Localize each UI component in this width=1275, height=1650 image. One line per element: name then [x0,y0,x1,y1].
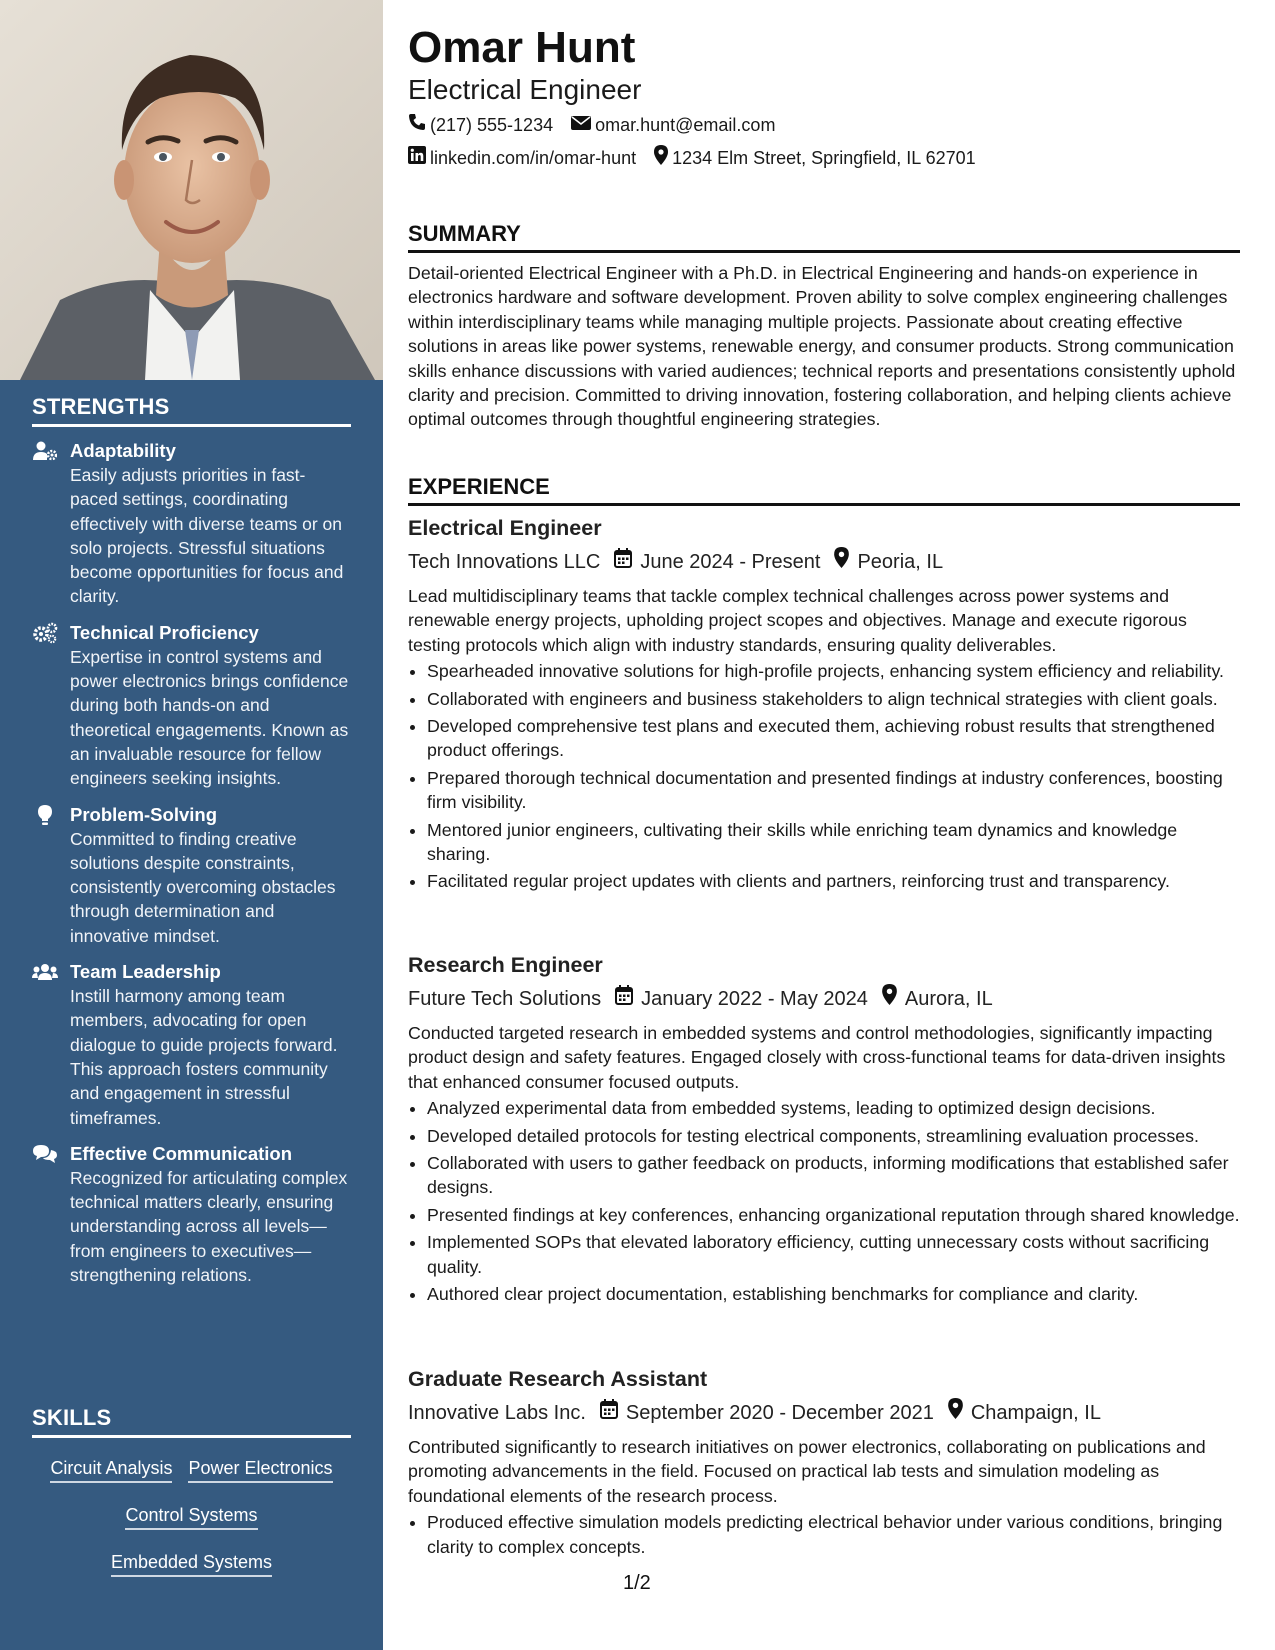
gears-icon [32,622,58,644]
job-location: Peoria, IL [857,550,944,573]
phone-icon [408,113,430,137]
address-item [654,145,976,171]
comments-icon [32,1143,58,1165]
location-item [948,1398,1101,1427]
bullet-item: • Developed detailed protocols for testing electrical components, streamlining evaluation processes. [427,1124,1240,1148]
job-role: Graduate Research Assistant [408,1367,708,1391]
phone-item [408,113,553,137]
job-location: Champaign, IL [970,1401,1101,1424]
bullet-item: • Mentored junior engineers, cultivating their skills while enriching team dynamics and knowledge sharing. [427,818,1240,867]
job-role: Research Engineer [408,953,603,977]
bullet-item: • Implemented SOPs that elevated laboratory efficiency, cutting unnecessary costs without sacrificing quality. [427,1230,1240,1279]
bullet-item: • Collaborated with engineers and business stakeholders to align technical strategies with client goals. [427,687,1240,711]
envelope-icon [571,113,595,137]
bullet-item: • Presented findings at key conferences, enhancing organizational reputation through shared knowledge. [427,1203,1240,1227]
sidebar [0,0,383,1650]
address-text: 1234 Elm Street, Springfield, IL 62701 [672,148,976,168]
job-meta [408,984,1240,1013]
strength-description: Instill harmony among team members, advocating for open dialogue to guide projects forward. This approach fosters community and engagement in stressful timeframes. [70,986,338,1128]
linkedin-icon [408,146,430,170]
strength-title: Effective Communication [70,1142,293,1164]
bullet-item: • Developed comprehensive test plans and executed them, achieving robust results that strengthened product offerings. [427,714,1240,763]
profile-photo [0,0,383,380]
phone-number: (217) 555-1234 [430,115,554,135]
experience-entry [408,951,1240,1309]
map-pin-icon [654,145,672,171]
calendar-icon [615,985,641,1013]
linkedin-item[interactable] [408,146,636,170]
skills-list [32,1450,351,1591]
company-name: Future Tech Solutions [408,987,602,1010]
job-meta [408,547,1240,576]
job-meta [408,1398,1240,1427]
bullet-item: • Facilitated regular project updates with clients and partners, reinforcing trust and transparency. [427,869,1240,893]
bullet-item: • Analyzed experimental data from embedded systems, leading to optimized design decisions. [427,1096,1240,1120]
job-dates: June 2024 - Present [640,550,821,573]
job-description: Lead multidisciplinary teams that tackle complex technical challenges across power systems and renewable energy projects, upholding project scopes and objectives. Manage and execute rigorous testing protocols which align with industry standards, ensuring quality deliverables. [408,586,1187,655]
strength-item [32,803,351,948]
bullet-item: • Spearheaded innovative solutions for high-profile projects, enhancing system efficiency and reliability. [427,659,1240,683]
company-name: Innovative Labs Inc. [408,1401,586,1424]
job-title-header: Electrical Engineer [408,74,642,105]
candidate-name: Omar Hunt [408,23,636,72]
strength-title: Adaptability [70,440,176,461]
bullet-item: • Authored clear project documentation, establishing benchmarks for compliance and clarity. [427,1282,1240,1306]
job-description: Conducted targeted research in embedded systems and control methodologies, significantly impacting product design and safety features. Engaged closely with cross-functional teams for data-driven insights that enhanced consumer focused outputs. [408,1023,1226,1092]
bullet-item: • Collaborated with users to gather feedback on products, informing modifications that established safer designs. [427,1151,1240,1200]
dates-item [614,548,820,576]
dates-item [615,985,868,1013]
strength-description: Expertise in control systems and power electronics brings confidence during both hands-on and theoretical engagements. Known as an invaluable resource for fellow engineers seeking insights. [70,646,349,789]
strength-item [32,439,351,609]
summary-text: Detail-oriented Electrical Engineer with a Ph.D. in Electrical Engineering and hands-on experience in electronics hardware and software development. Proven ability to solve complex engineering challenges within interdisciplinary teams while managing multiple projects. Passionate about creating effective solutions in areas like power systems, renewable energy, and consumer products. Strong communication skills enhance discussions with varied audiences; technical reports and presentations consistently uphold clarity and precision. Committed to driving innovation, fostering collaboration, and helping clients achieve optimal outcomes through thoughtful engineering strategies. [408,263,1236,430]
skill-tag: Control Systems [125,1504,257,1530]
experience-heading: EXPERIENCE [408,474,1240,506]
dates-item [600,1399,934,1427]
map-pin-icon [948,1398,971,1427]
strength-item [32,621,351,791]
map-pin-icon [882,984,905,1013]
job-bullets [408,1510,1240,1559]
location-item [834,547,943,576]
linkedin-link[interactable]: linkedin.com/in/omar-hunt [430,148,637,168]
lightbulb-icon [32,804,58,826]
email-link[interactable]: omar.hunt@email.com [595,115,776,135]
skill-tag: Embedded Systems [111,1551,272,1577]
strength-title: Problem-Solving [70,803,217,825]
contact-row [408,113,793,137]
job-role: Electrical Engineer [408,516,602,540]
skills-heading: SKILLS [32,1405,351,1438]
bullet-item: • Produced effective simulation models predicting electrical behavior under various conditions, bringing clarity to complex concepts. [427,1510,1240,1559]
map-pin-icon [834,547,857,576]
strengths-heading: STRENGTHS [32,394,351,427]
user-gear-icon [32,440,58,462]
experience-entry [408,1365,1240,1562]
skill-tag: Circuit Analysis [50,1457,172,1483]
job-dates: September 2020 - December 2021 [625,1401,934,1424]
strength-description: Easily adjusts priorities in fast-paced settings, coordinating effectively with diverse teams or on solo projects. Stressful situations become opportunities for focus and clarity. [70,465,344,607]
users-icon [32,961,58,983]
page-number: 1/2 [623,1572,651,1594]
summary-heading: SUMMARY [408,221,1240,253]
skill-tag: Power Electronics [188,1457,332,1483]
strengths-section [32,394,351,1287]
skills-section [32,1405,351,1591]
calendar-icon [614,548,640,576]
strength-item [32,1142,351,1287]
strength-title: Team Leadership [70,961,221,983]
job-bullets [408,659,1240,894]
strength-description: Recognized for articulating complex technical matters clearly, ensuring understanding across all levels—from engineers to executives—strengthening relations. [70,1167,348,1286]
summary-section [408,261,1240,432]
email-item[interactable] [571,113,775,137]
contact-row [408,145,994,171]
job-dates: January 2022 - May 2024 [641,987,868,1010]
job-location: Aurora, IL [904,987,993,1010]
strength-title: Technical Proficiency [70,621,259,643]
job-bullets [408,1096,1240,1306]
job-description: Contributed significantly to research initiatives on power electronics, collaborating on publications and promoting advancements in the field. Focused on practical lab tests and simulation modeling as foundational elements of the research process. [408,1437,1206,1506]
strength-item [32,960,351,1130]
bullet-item: • Prepared thorough technical documentation and presented findings at industry conferences, boosting firm visibility. [427,766,1240,815]
calendar-icon [600,1399,626,1427]
location-item [882,984,993,1013]
company-name: Tech Innovations LLC [408,550,601,573]
experience-entry [408,514,1240,897]
strength-description: Committed to finding creative solutions despite constraints, consistently overcoming obstacles through determination and innovative mindset. [70,828,336,946]
